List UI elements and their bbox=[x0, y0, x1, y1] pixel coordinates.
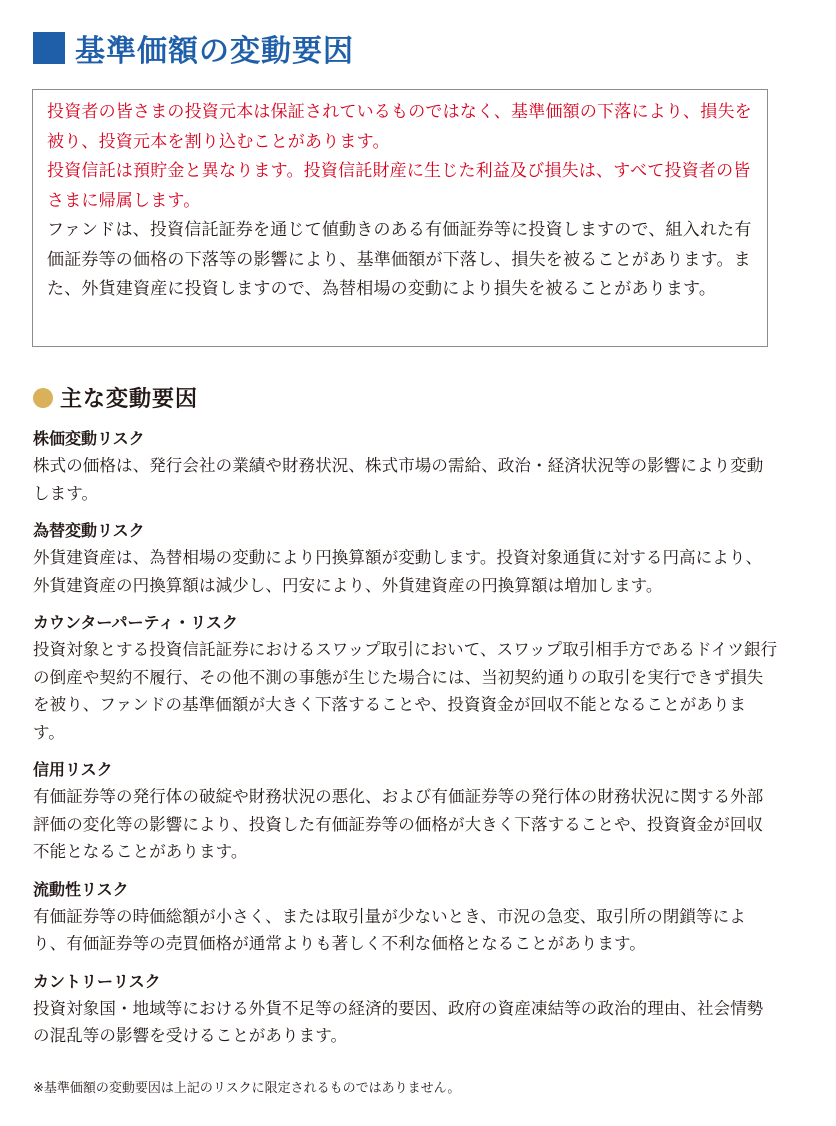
risk-title: 為替変動リスク bbox=[33, 521, 145, 540]
risk-text: 外貨建資産は、為替相場の変動により円換算額が変動します。投資対象通貨に対する円高により、外貨建資産の円換算額は減少し、円安により、外貨建資産の円換算額は増加します。 bbox=[33, 548, 763, 595]
risk-list bbox=[33, 428, 778, 1063]
risk-title: 信用リスク bbox=[33, 760, 113, 779]
risk-title: 流動性リスク bbox=[33, 879, 129, 899]
risk-text: 株式の価格は、発行会社の業績や財務状況、株式市場の需給、政治・経済状況等の影響により変動します。 bbox=[33, 456, 764, 503]
risk-title: カウンターパーティ・リスク bbox=[33, 613, 238, 632]
title-square-icon bbox=[33, 32, 65, 64]
risk-title: カントリーリスク bbox=[33, 971, 161, 991]
section-heading bbox=[33, 382, 198, 413]
notice-warning-1: 投資者の皆さまの投資元本は保証されているものではなく、基準価額の下落により、損失を被り、投資元本を割り込むことがあります。 bbox=[47, 102, 752, 152]
section-title: 主な変動要因 bbox=[60, 387, 199, 412]
page-title bbox=[33, 28, 354, 68]
risk-text: 投資対象とする投資信託証券におけるスワップ取引において、スワップ取引相手方であるドイツ銀行の倒産や契約不履行、その他不測の事態が生じた場合には、当初契約通りの取引を実行できず損失を被り、ファンドの基準価額が大きく下落することや、投資資金が回収不能となることがあります。 bbox=[33, 640, 778, 742]
risk-item bbox=[33, 612, 778, 746]
footnote: ※基準価額の変動要因は上記のリスクに限定されるものではありません。 bbox=[33, 1081, 461, 1096]
risk-title: 株価変動リスク bbox=[33, 429, 145, 448]
risk-item bbox=[33, 971, 778, 1050]
risk-item bbox=[33, 879, 778, 958]
risk-item bbox=[33, 428, 778, 507]
risk-text: 投資対象国・地域等における外貨不足等の経済的要因、政府の資産凍結等の政治的理由、社会情勢の混乱等の影響を受けることがあります。 bbox=[33, 998, 764, 1045]
title-text: 基準価額の変動要因 bbox=[75, 34, 354, 69]
risk-text: 有価証券等の時価総額が小さく、または取引量が少ないとき、市況の急変、取引所の閉鎖等により、有価証券等の売買価格が通常よりも著しく不利な価格となることがあります。 bbox=[33, 906, 746, 953]
notice-body: ファンドは、投資信託証券を通じて値動きのある有価証券等に投資しますので、組入れた有価証券等の価格の下落等の影響により、基準価額が下落し、損失を被ることがあります。また、外貨建資産に投資しますので、為替相場の変動により損失を被ることがあります。 bbox=[47, 220, 752, 299]
bullet-dot-icon bbox=[33, 388, 53, 408]
notice-box bbox=[32, 89, 768, 347]
notice-warning-2: 投資信託は預貯金と異なります。投資信託財産に生じた利益及び損失は、すべて投資者の皆さまに帰属します。 bbox=[47, 161, 751, 211]
risk-item bbox=[33, 759, 778, 866]
risk-item bbox=[33, 520, 778, 599]
risk-text: 有価証券等の発行体の破綻や財務状況の悪化、および有価証券等の発行体の財務状況に関する外部評価の変化等の影響により、投資した有価証券等の価格が大きく下落することや、投資資金が回収不能となることがあります。 bbox=[33, 787, 764, 861]
